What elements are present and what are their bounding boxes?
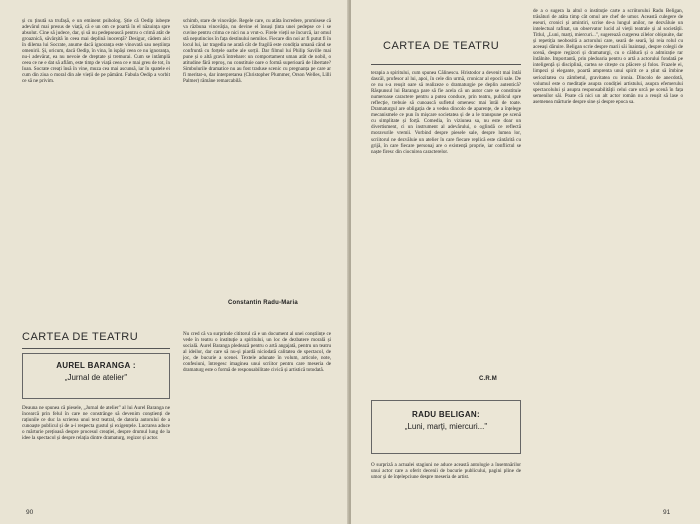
review-signature: C.R.M	[479, 376, 497, 382]
section-title: CARTEA DE TEATRU	[22, 331, 139, 343]
section-rule	[22, 348, 170, 349]
book-title-box	[22, 353, 170, 399]
page-number: 90	[26, 509, 34, 516]
book-title-box	[371, 400, 521, 454]
page-number: 91	[663, 509, 671, 516]
left-page	[0, 0, 349, 524]
left-top-column-1: și cu ținută sa trufașă, e un eminent psiholog. Știe că Oedip iubește adevărul mai presus de viață, că e un om ce poartă în el năzuința spre absolut. Cine să judece, dar, și să nu pedepsească pentru o crimă atât de groaznică, săvârșită în ceea mai deplină inocență? Desigur, cădem aici în dilema lui Socrate, anume dacă ignoranța este vinovată sau neștiința omenirii. Și, oricum, dacă Oedip, în vina, în ispăși ceea ce nu ignoranța, nu-i adevărat, ea nu nevoie de dreptate și tremurai. Cum se intâmplă ceea ce ne e dat să aflăm, este timp de viață ceea ce e mai greu de tot, în Ioan. Socrate creați însă în vine, muza cea mai ascunsă, iar în spatele ei cum din ziua o moral din ale vieții de pe pământ. Fabula Oedip a vorbit ce să ne privim.	[22, 18, 170, 85]
section-title: CARTEA DE TEATRU	[383, 40, 500, 52]
left-top-column-2: schimb, stare de vinovăție. Regele care, cu atâta încredere, promisese că va răzbuna vinovăția, nu devine el însuși ținta unei pedepse ce i se cuvine pentru crima ce nici nu a vrut-o. Firele vieții se încurcă, iar omul stă neputincios în fața destinului nemilos. Fiecare din noi ar fi putut fi în locul lui, iar tragedia ne arată cât de fragilă este condiția umană când se confruntă cu forțele oarbe ale sorții. Dar filmul lui Philip Saville mai pune și o altă gravă întrebare: un comportament uman atât de nobil, o atitudine fără reproș, nu constituie oare o formă superioară de libertate? Simbolurile dramatice nu au fost traduse scenic cu pregnanța pe care ar fi meritat-o, dar interpretarea (Christopher Plummer, Orson Welles, Lilli Palmer) rămâne remarcabilă.	[183, 18, 331, 85]
left-bottom-column-2: Nu cred că va surprinde cititorul că e un document al unei conștiințe ce vede în teatru o instituție a spiritului, un loc de dezbatere morală și socială. Aurel Baranga pledează pentru o artă angajată, pentru un teatru al ideilor, dar care să nu-și piardă niciodată calitatea de spectacol, de joc, de bucurie a scenei. Textele adunate în volum, articole, note, confesiuni, întregesc imaginea unui scriitor pentru care meseria de dramaturg este o formă de responsabilitate civică și artistică totodată.	[183, 331, 331, 374]
book-title: „Jurnal de atelier"	[64, 373, 128, 382]
book-author: RADU BELIGAN:	[412, 410, 480, 419]
right-column-2: de a o sugera la altul o instituție carte a scriitorului Radu Beligan, trăsături de atâta timp cât omul are chef de umor. Această culegere de eseuri, cronici și amintiri, scrise de-a lungul anilor, ne dezvăluie un intelectual rafinat, un observator lucid al vieții teatrale și al societății. Titlul, „Luni, marți, miercuri...", sugerează curgerea zilelor obișnuite, dar și repetiția neobosită a actorului care, seară de seară, își reia rolul cu aceeași dăruire. Beligan scrie despre marii săi înaintași, despre colegii de scenă, despre regizori și dramaturgi, cu o căldură și o admirație rar întâlnite. Importantă, prin pledoaria pentru o artă a actorului fondată pe inteligență și disciplină, cartea se citește cu plăcere și folos. Frazele ei, limpezi și elegante, poartă amprenta unui spirit ce a știut să îmbine seriozitatea cu zâmbetul, gravitatea cu ironia. Dincolo de anecdotă, volumul este o meditație asupra condiției artistului, asupra efemerului spectacolului și asupra responsabilității celui care urcă pe scenă în fața semenilor săi. Poate că nici un alt actor român nu a reușit să lase o asemenea mărturie despre sine și despre epoca sa.	[533, 8, 683, 105]
book-title: „Luni, marți, miercuri..."	[404, 422, 488, 431]
right-column-1-bottom: O surpriză a actualei stagiuni ne aduce această antologie a însemnărilor unui actor care a oferit decenii de bucurie publicului, pagini pline de umor și de înțelepciune despre meseria de artist.	[371, 462, 521, 481]
section-rule	[371, 64, 521, 65]
book-author: AUREL BARANGA :	[56, 361, 136, 370]
review-signature: Constantin Radu-Maria	[228, 300, 298, 306]
right-page	[351, 0, 700, 524]
right-column-1: terapia a spiritului, cum spunea Călinescu. Hristodor a devenit mai întâi dascăl, profesor al lui, apoi, în cele din urmă, cronicar al epocii sale. De ce nu s-a reușit oare să realizeze o dramaturgie pe deplin autentică? Răspunsul lui Baranga pare să fie acela că un autor care se constituie numeroase caractere pentru a putea conduce, prin teatru, publicul spre reflecție, trebuie să cunoască sufletul omenesc mai întâi de toate. Dramaturgul are obligația de a vedea dincolo de aparențe, de a înțelege mecanismele ce pun în mișcare societatea și de a le transpune pe scenă cu simplitate și forță. Comedia, în viziunea sa, nu este doar un divertisment, ci un instrument al adevărului, o oglindă ce reflectă moravurile vremii. Vorbind despre piesele sale, despre lumea lor, scriitorul ne dezvăluie un atelier în care fiecare replică este cântărită cu grijă, în care fiecare personaj are o existență proprie, iar conflictul se naște firesc din ciocnirea caracterelor.	[371, 70, 521, 155]
left-bottom-column-1: Deauna ne spunea că piesele, „Jurnal de atelier" al lui Aurel Baranga ne încearcă prin felul în care ne constrânge să devenim conștienți de rațiunile ce duc la scrierea unui text teatral, de datoria autorului de a cunoaște publicul și de a-i respecta gustul și exigențele. Lucrarea aduce o mărturie prețioasă despre procesul creației, despre drumul lung de la idee la spectacol și despre relația dintre dramaturg, regizor și actor.	[22, 405, 170, 442]
